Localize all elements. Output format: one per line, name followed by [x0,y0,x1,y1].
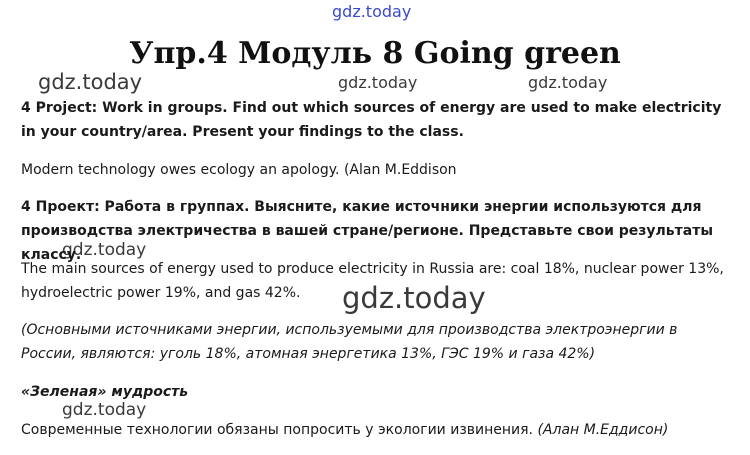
watermark: gdz.today [62,400,147,420]
answer-en: The main sources of energy used to produce electricity in Russia are: coal 18%, nuclear power 13%, hydroelectric power 19%, and gas 42%. [21,261,724,301]
project-task-en: 4 Project: Work in groups. Find out which sources of energy are used to make electricity in your country/area. Present your findings to the class. [21,100,722,140]
watermark: gdz.today [338,73,418,92]
project-task-ru: 4 Проект: Работа в группах. Выясните, какие источники энергии используются для производства электричества в вашей стране/регионе. Представьте свои результаты классу. [21,199,713,263]
watermark: gdz.today [332,2,412,21]
watermark: gdz.today [342,281,486,315]
watermark: gdz.today [38,70,143,94]
quote-en: Modern technology owes ecology an apology. (Alan M.Eddison [21,162,457,178]
watermark: gdz.today [528,73,608,92]
watermark: gdz.today [62,240,147,260]
quote-ru-text: Современные технологии обязаны попросить у экологии извинения. [21,422,533,438]
page-title: Упр.4 Модуль 8 Going green [129,36,621,71]
wisdom-heading: «Зеленая» мудрость [21,384,189,400]
answer-ru: (Основными источниками энергии, используемыми для производства электроэнергии в России, являются: уголь 18%, атомная энергетика 13%, ГЭС 19% и газа 42%) [21,322,678,362]
quote-ru [21,418,733,442]
quote-ru-author: (Алан М.Еддисон) [537,422,669,438]
